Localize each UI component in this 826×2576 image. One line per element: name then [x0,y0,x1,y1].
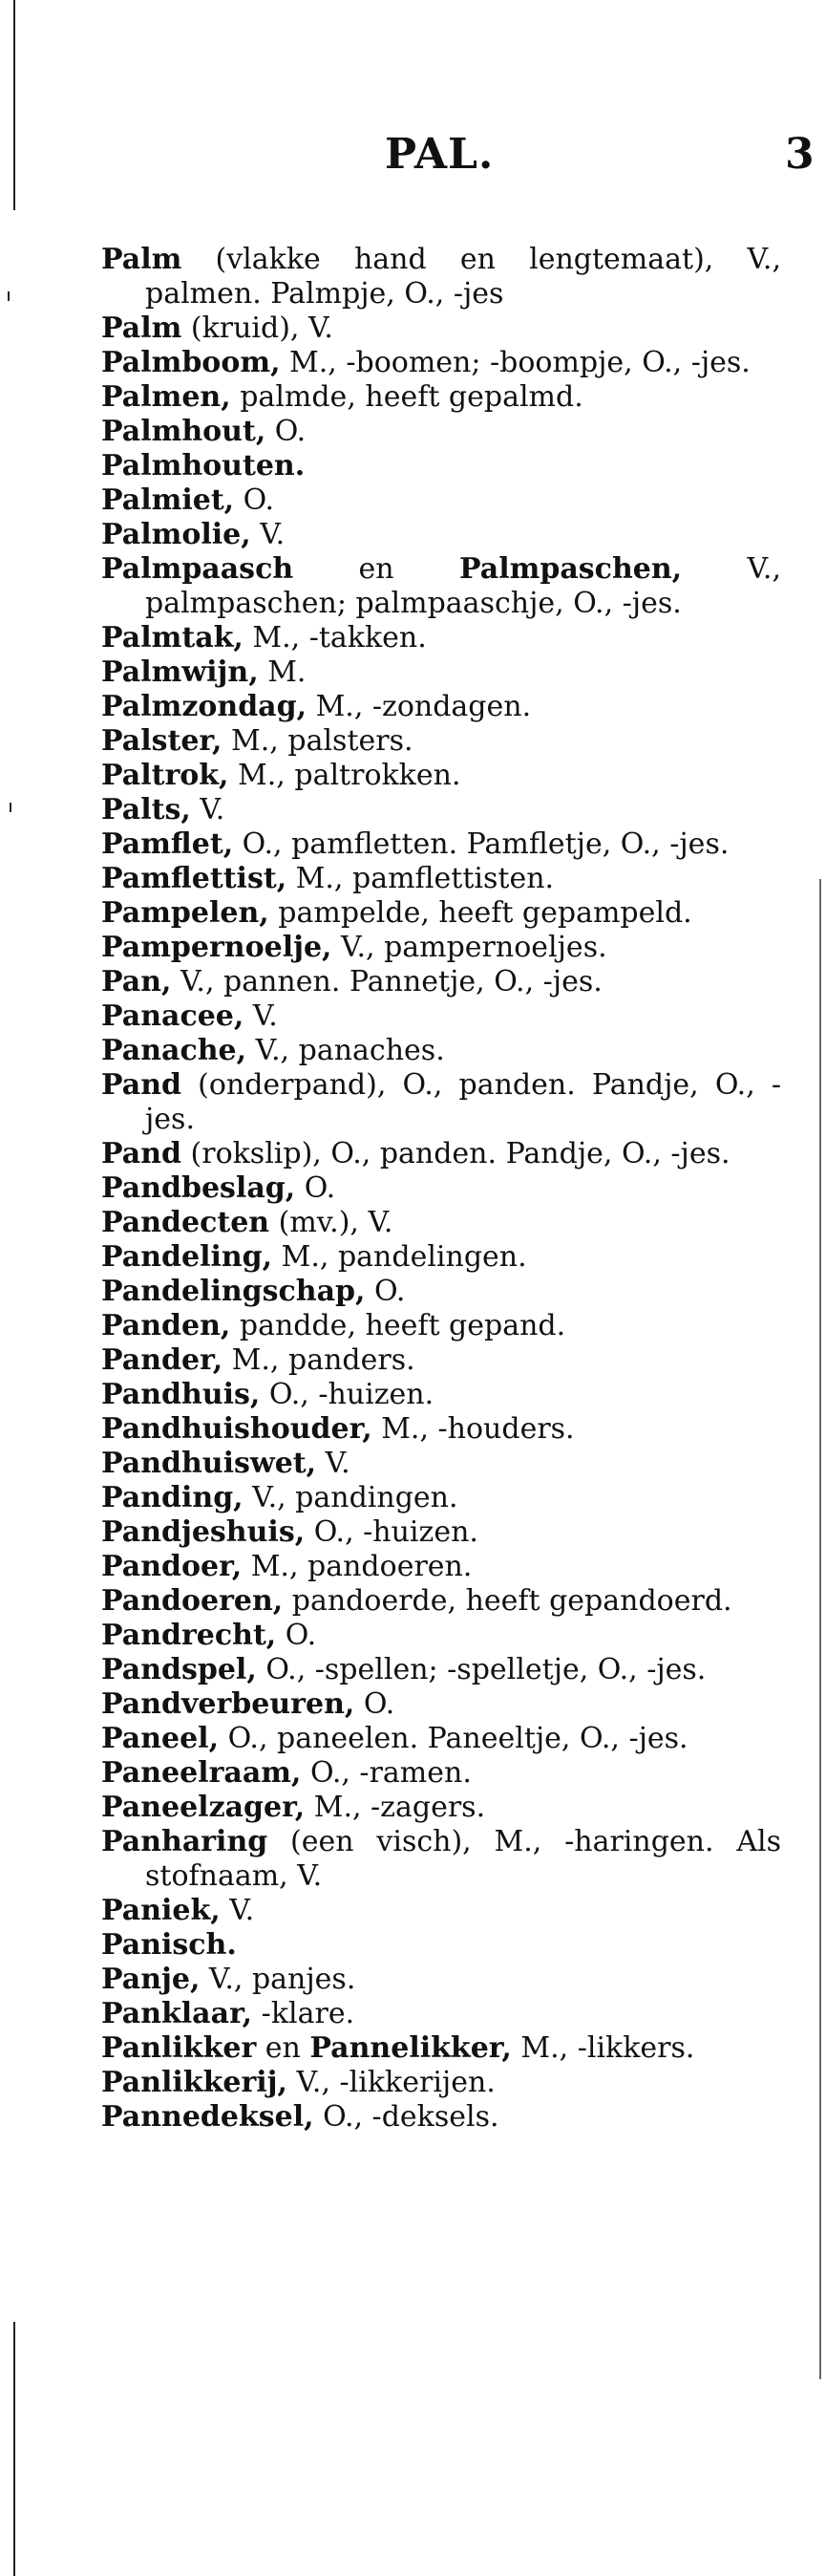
entry-text: palmde, heeft gepalmd. [230,380,583,414]
headword: Panlikker [101,2031,257,2065]
headword: Pandoer, [101,1550,243,1583]
entry-text: en [293,552,460,586]
dictionary-entry [101,896,781,931]
headword: Pandverbeuren, [101,1687,355,1721]
right-margin-rule [819,879,821,2379]
dictionary-entry [101,1240,781,1275]
entry-text: -klare. [252,1997,355,2030]
headword: Pandeling, [101,1240,273,1274]
dictionary-entry [101,518,781,552]
dictionary-entry [101,724,781,759]
headword: Pamflet, [101,827,234,861]
dictionary-entry [101,931,781,965]
dictionary-entry [101,2100,781,2135]
entry-text: O. [265,415,307,448]
dictionary-entry [101,1963,781,1997]
headword: Pandspel, [101,1653,257,1686]
entry-text: M., -zondagen. [307,690,532,723]
dictionary-entry [101,1275,781,1309]
entry-text: M. [258,655,307,689]
entry-text: O., -huizen. [260,1378,434,1411]
entry-text: (rokslip), O., panden. Pandje, O., -jes. [180,1137,731,1170]
dictionary-entry [101,862,781,896]
headword: Pandrecht, [101,1619,277,1652]
headword: Pand [101,1068,181,1102]
entry-text: O., -spellen; -spelletje, O., -jes. [256,1653,707,1686]
headword: Palmwijn, [101,655,259,689]
dictionary-entry [101,483,781,518]
headword: Panharing [101,1825,268,1858]
dictionary-entry [101,1791,781,1825]
dictionary-entry [101,380,781,415]
running-head: PAL. [385,130,495,179]
page-header [0,130,826,178]
dictionary-entry [101,415,781,449]
dictionary-entry [101,1997,781,2031]
headword: Pandhuis, [101,1378,261,1411]
dictionary-entry [101,2066,781,2100]
entry-text: O., -ramen. [301,1756,472,1790]
headword: Palmpaschen, [459,552,683,586]
entry-text: V., palmpaschen; palmpaaschje, O., -jes. [145,552,782,620]
dictionary-entry [101,311,781,346]
entry-text: pampelde, heeft gepampeld. [268,896,692,930]
dictionary-entry [101,1447,781,1481]
entry-text: M., -houders. [371,1412,575,1446]
dictionary-entry [101,1378,781,1412]
dictionary-entry [101,1481,781,1515]
entry-text: pandde, heeft gepand. [230,1309,566,1342]
dictionary-entry [101,1171,781,1206]
headword: Palmzondag, [101,690,307,723]
dictionary-entry [101,1687,781,1722]
entry-text: O. [295,1171,336,1205]
entry-text: V., pampernoeljes. [331,931,607,964]
headword: Paneelzager, [101,1791,306,1824]
dictionary-entry [101,243,781,311]
margin-speck [8,291,10,301]
headword: Palmen, [101,380,231,414]
headword: Paltrok, [101,759,229,792]
entry-text: V., pandingen. [243,1481,458,1514]
headword: Palmhout, [101,415,266,448]
dictionary-entry [101,999,781,1034]
entry-text: V., panaches. [246,1034,445,1067]
entry-text: V., -likkerijen. [286,2066,496,2099]
headword: Palmhouten. [101,449,306,483]
headword: Panding, [101,1481,244,1514]
left-margin-rule-bottom [13,2322,15,2576]
dictionary-entry [101,965,781,999]
headword: Panlikkerij, [101,2066,287,2099]
entry-text: M., pamflettisten. [286,862,555,895]
headword: Pandbeslag, [101,1171,296,1205]
dictionary-entry [101,1309,781,1343]
dictionary-entries [101,243,781,2135]
entry-text: (een visch), M., -haringen. Als stofnaam, V. [145,1825,781,1893]
headword: Panklaar, [101,1997,253,2030]
headword: Pannelikker, [309,2031,512,2065]
entry-text: (vlakke hand en lengtemaat), V., palmen. Palmpje, O., -jes [145,243,781,311]
entry-text: M., -boomen; -boompje, O., -jes. [280,346,751,379]
dictionary-entry [101,1928,781,1963]
entry-text: M., panders. [222,1343,415,1377]
entry-text: V. [316,1447,350,1480]
dictionary-entry [101,449,781,483]
dictionary-entry [101,1619,781,1653]
entry-text: M., -likkers. [511,2031,695,2065]
dictionary-entry [101,827,781,862]
entry-text: en [256,2031,310,2065]
entry-text: V. [244,999,278,1033]
headword: Palmboom, [101,346,281,379]
headword: Panache, [101,1034,247,1067]
headword: Panisch. [101,1928,237,1962]
headword: Panden, [101,1309,231,1342]
headword: Pampelen, [101,896,269,930]
entry-text: (onderpand), O., panden. Pandje, O., -jes. [145,1068,781,1136]
dictionary-entry [101,1894,781,1928]
headword: Paneelraam, [101,1756,302,1790]
headword: Palts, [101,793,191,826]
entry-text: (kruid), V. [181,311,333,345]
entry-text: (mv.), V. [269,1206,393,1239]
dictionary-entry [101,1756,781,1791]
left-margin-rule-top [13,0,15,210]
margin-speck [10,803,11,812]
dictionary-entry [101,1412,781,1447]
entry-text: V., pannen. Pannetje, O., -jes. [171,965,603,998]
dictionary-entry [101,1825,781,1894]
headword: Panje, [101,1963,201,1996]
headword: Palmtak, [101,621,244,655]
dictionary-entry [101,1584,781,1619]
headword: Palmolie, [101,518,251,551]
headword: Palmpaasch [101,552,294,586]
dictionary-entry [101,621,781,655]
headword: Pandoeren, [101,1584,284,1618]
headword: Pander, [101,1343,223,1377]
entry-text: M., -zagers. [305,1791,486,1824]
dictionary-entry [101,2031,781,2066]
dictionary-entry [101,1206,781,1240]
entry-text: M., paltrokken. [228,759,461,792]
headword: Palmiet, [101,483,235,517]
entry-text: V. [190,793,225,826]
dictionary-entry [101,1068,781,1137]
entry-text: M., -takken. [243,621,427,655]
entry-text: O., -deksels. [313,2100,499,2134]
headword: Pan, [101,965,172,998]
headword: Paniek, [101,1894,221,1927]
entry-text: O., -huizen. [305,1515,478,1549]
dictionary-entry [101,655,781,690]
entry-text: O. [276,1619,317,1652]
dictionary-entry [101,759,781,793]
headword: Panacee, [101,999,244,1033]
dictionary-entry [101,1722,781,1756]
headword: Pandhuiswet, [101,1447,317,1480]
page-number: 3 [785,130,815,179]
dictionary-entry [101,690,781,724]
headword: Pandjeshuis, [101,1515,306,1549]
entry-text: M., palsters. [222,724,413,758]
headword: Pamflettist, [101,862,287,895]
dictionary-entry [101,1653,781,1687]
entry-text: O., pamfletten. Pamfletje, O., -jes. [233,827,730,861]
headword: Palm [101,311,182,345]
headword: Pandhuishouder, [101,1412,372,1446]
entry-text: O. [354,1687,395,1721]
dictionary-entry [101,346,781,380]
dictionary-entry [101,1515,781,1550]
entry-text: O. [365,1275,406,1308]
entry-text: V. [250,518,286,551]
headword: Pampernoelje, [101,931,332,964]
dictionary-entry [101,1550,781,1584]
dictionary-entry [101,793,781,827]
headword: Palm [101,243,182,276]
dictionary-entry [101,552,781,621]
headword: Paneel, [101,1722,220,1755]
headword: Palster, [101,724,222,758]
dictionary-entry [101,1343,781,1378]
entry-text: pandoerde, heeft gepandoerd. [283,1584,732,1618]
headword: Pandelingschap, [101,1275,366,1308]
entry-text: V. [220,1894,255,1927]
headword: Pandecten [101,1206,270,1239]
headword: Pand [101,1137,181,1170]
headword: Pannedeksel, [101,2100,314,2134]
entry-text: O. [234,483,275,517]
entry-text: V., panjes. [200,1963,356,1996]
entry-text: O., paneelen. Paneeltje, O., -jes. [219,1722,688,1755]
dictionary-entry [101,1034,781,1068]
entry-text: M., pandoeren. [242,1550,473,1583]
entry-text: M., pandelingen. [272,1240,527,1274]
dictionary-entry [101,1137,781,1171]
